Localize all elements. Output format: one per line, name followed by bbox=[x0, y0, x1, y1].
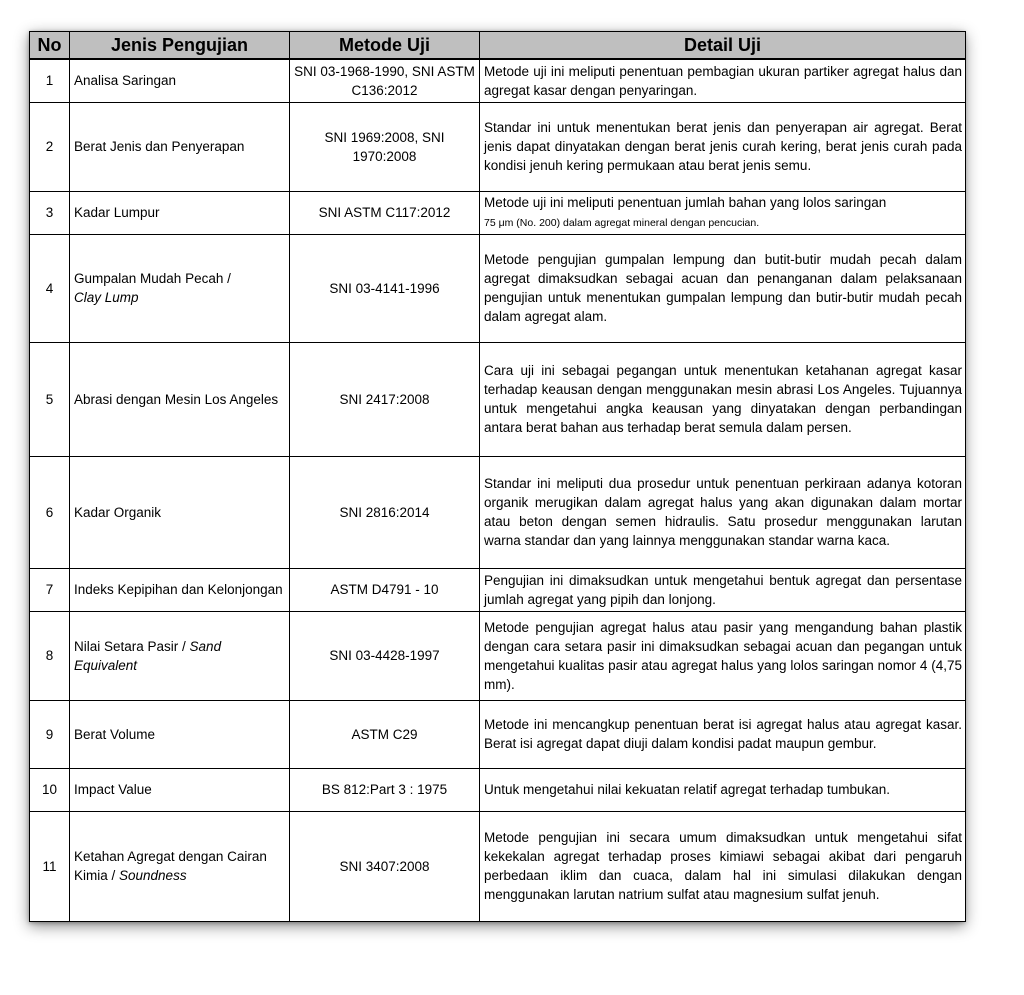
test-detail: Untuk mengetahui nilai kekuatan relatif agregat terhadap tumbukan. bbox=[480, 768, 966, 811]
row-number: 5 bbox=[30, 342, 70, 456]
test-method: SNI 1969:2008, SNI 1970:2008 bbox=[290, 102, 480, 191]
table-row bbox=[30, 768, 966, 811]
test-detail: Metode pengujian gumpalan lempung dan butit-butir mudah pecah dalam agregat dimaksudkan sebagai acuan dan penanganan dalam pelaksanaan pengujian untuk menentukan gumpalan lempung dan butir-butir mudah pecah dalam agregat alam. bbox=[480, 234, 966, 342]
row-number: 6 bbox=[30, 456, 70, 568]
test-method: SNI 2816:2014 bbox=[290, 456, 480, 568]
test-type: Indeks Kepipihan dan Kelonjongan bbox=[70, 568, 290, 611]
header-detail-uji: Detail Uji bbox=[480, 32, 966, 60]
test-type: Berat Jenis dan Penyerapan bbox=[70, 102, 290, 191]
table-row bbox=[30, 456, 966, 568]
test-method: ASTM C29 bbox=[290, 700, 480, 768]
test-type bbox=[70, 811, 290, 921]
test-detail bbox=[480, 191, 966, 234]
test-method: BS 812:Part 3 : 1975 bbox=[290, 768, 480, 811]
test-type: Kadar Lumpur bbox=[70, 191, 290, 234]
test-detail: Cara uji ini sebagai pegangan untuk menentukan ketahanan agregat kasar terhadap keausan dengan menggunakan mesin abrasi Los Angeles. Tujuannya untuk mengetahui angka keausan yang dinyatakan dengan perbandingan antara berat bahan aus terhadap berat semula dalam persen. bbox=[480, 342, 966, 456]
test-type-text: Ketahan Agregat dengan Cairan Kimia / bbox=[74, 849, 267, 883]
row-number: 7 bbox=[30, 568, 70, 611]
test-type: Impact Value bbox=[70, 768, 290, 811]
test-method: SNI ASTM C117:2012 bbox=[290, 191, 480, 234]
test-type-text: Nilai Setara Pasir / bbox=[74, 638, 190, 654]
test-type: Analisa Saringan bbox=[70, 59, 290, 102]
row-number: 1 bbox=[30, 59, 70, 102]
test-type bbox=[70, 611, 290, 700]
test-method: SNI 03-1968-1990, SNI ASTM C136:2012 bbox=[290, 59, 480, 102]
row-number: 2 bbox=[30, 102, 70, 191]
table-row bbox=[30, 568, 966, 611]
table-row bbox=[30, 611, 966, 700]
detail-small-text: 75 μm (No. 200) dalam agregat mineral dengan pencucian. bbox=[484, 216, 760, 229]
test-type bbox=[70, 234, 290, 342]
table-row bbox=[30, 59, 966, 102]
test-method: ASTM D4791 - 10 bbox=[290, 568, 480, 611]
table-row bbox=[30, 342, 966, 456]
test-method: SNI 3407:2008 bbox=[290, 811, 480, 921]
row-number: 3 bbox=[30, 191, 70, 234]
test-type-italic: Soundness bbox=[119, 868, 187, 883]
table-row bbox=[30, 811, 966, 921]
table-row bbox=[30, 102, 966, 191]
test-method: SNI 03-4141-1996 bbox=[290, 234, 480, 342]
row-number: 4 bbox=[30, 234, 70, 342]
row-number: 11 bbox=[30, 811, 70, 921]
test-methods-table bbox=[29, 31, 966, 922]
table-row bbox=[30, 234, 966, 342]
test-detail: Metode ini mencangkup penentuan berat isi agregat halus atau agregat kasar. Berat isi agregat dapat diuji dalam kondisi padat maupun gembur. bbox=[480, 700, 966, 768]
test-detail: Metode uji ini meliputi penentuan pembagian ukuran partiker agregat halus dan agregat kasar dengan penyaringan. bbox=[480, 59, 966, 102]
table-frame bbox=[29, 31, 965, 922]
detail-main-text: Metode uji ini meliputi penentuan jumlah bahan yang lolos saringan bbox=[484, 194, 887, 210]
table-header-row bbox=[30, 32, 966, 60]
row-number: 10 bbox=[30, 768, 70, 811]
test-type: Berat Volume bbox=[70, 700, 290, 768]
table-row bbox=[30, 191, 966, 234]
test-detail: Metode pengujian agregat halus atau pasir yang mengandung bahan plastik dengan cara setara pasir ini dimaksudkan sebagai acuan dan pegangan untuk mengetahui kualitas pasir atau agregat halus yang lolos saringan nomor 4 (4,75 mm). bbox=[480, 611, 966, 700]
test-type: Kadar Organik bbox=[70, 456, 290, 568]
test-method: SNI 2417:2008 bbox=[290, 342, 480, 456]
test-type-italic: Clay Lump bbox=[74, 290, 139, 305]
header-jenis-pengujian: Jenis Pengujian bbox=[70, 32, 290, 60]
test-type: Abrasi dengan Mesin Los Angeles bbox=[70, 342, 290, 456]
row-number: 8 bbox=[30, 611, 70, 700]
header-metode-uji: Metode Uji bbox=[290, 32, 480, 60]
test-detail: Pengujian ini dimaksudkan untuk mengetahui bentuk agregat dan persentase jumlah agregat yang pipih dan lonjong. bbox=[480, 568, 966, 611]
test-type-text: Gumpalan Mudah Pecah / bbox=[74, 271, 231, 286]
test-detail: Standar ini meliputi dua prosedur untuk penentuan perkiraan adanya kotoran organik merugikan dalam agregat halus yang akan digunakan dalam mortar atau beton dengan semen hidraulis. Satu prosedur menggunakan larutan warna standar dan yang lainnya menggunakan standar warna kaca. bbox=[480, 456, 966, 568]
row-number: 9 bbox=[30, 700, 70, 768]
test-type-italic: Sand Equivalent bbox=[74, 638, 222, 673]
test-detail: Metode pengujian ini secara umum dimaksudkan untuk mengetahui sifat kekekalan agregat terhadap proses kimiawi sebagai akibat dari pengaruh perbedaan iklim dan cuaca, dalam hal ini simulasi dilakukan dengan menggunakan larutan natrium sulfat atau magnesium sulfat jenuh. bbox=[480, 811, 966, 921]
table-row bbox=[30, 700, 966, 768]
test-method: SNI 03-4428-1997 bbox=[290, 611, 480, 700]
test-detail: Standar ini untuk menentukan berat jenis dan penyerapan air agregat. Berat jenis dapat dinyatakan dengan berat jenis curah kering, berat jenis curah pada kondisi jenuh kering permukaan atau berat jenis semu. bbox=[480, 102, 966, 191]
header-no: No bbox=[30, 32, 70, 60]
